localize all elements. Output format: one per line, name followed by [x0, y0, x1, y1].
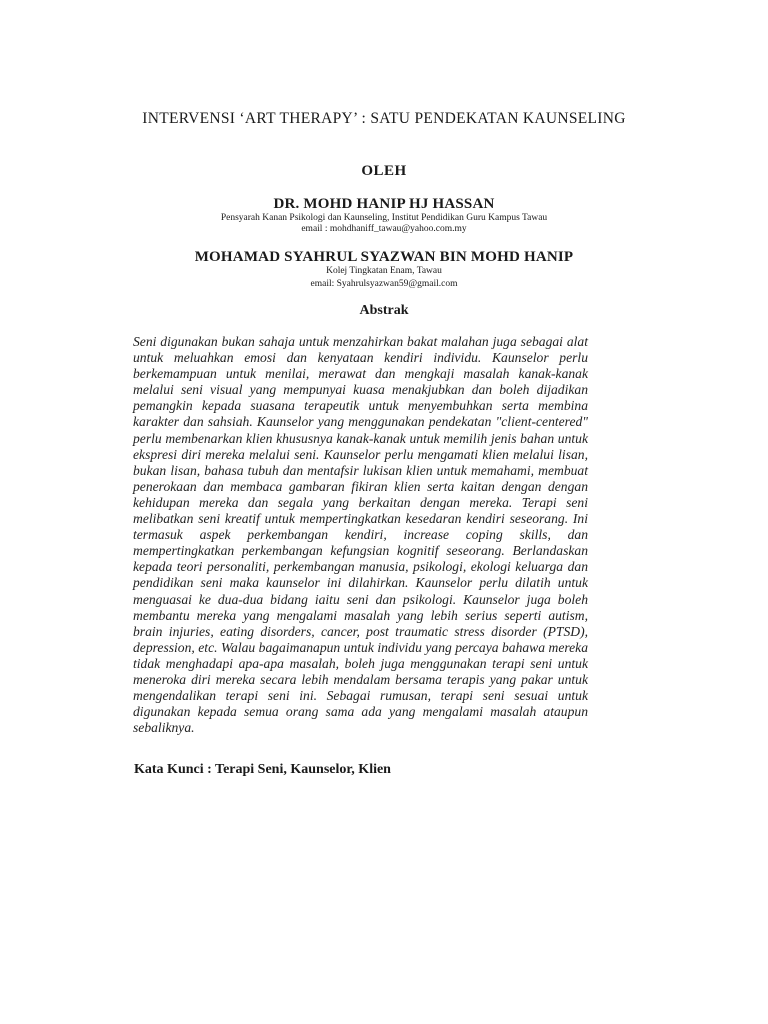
keywords-line: Kata Kunci : Terapi Seni, Kaunselor, Klien — [134, 762, 391, 777]
author-1-email: email : mohdhaniff_tawau@yahoo.com.my — [301, 224, 467, 234]
author-2-name: MOHAMAD SYAHRUL SYAZWAN BIN MOHD HANIP — [194, 249, 574, 265]
author-1-affiliation: Pensyarah Kanan Psikologi dan Kaunseling, Institut Pendidikan Guru Kampus Tawau — [220, 213, 548, 223]
abstract-body: Seni digunakan bukan sahaja untuk menzahirkan bakat malahan juga sebagai alat untuk meluahkan emosi dan kenyataan kendiri individu. Kaunselor perlu berkemampuan untuk menilai, merawat dan mengkaji masalah kanak-kanak melalui seni visual yang mempunyai kuasa menakjubkan dan boleh dijadikan pemangkin kepada suasana terapeutik untuk menyembuhkan serta membina karakter dan sahsiah. Kaunselor yang menggunakan pendekatan "client-centered" perlu membenarkan klien khususnya kanak-kanak untuk memilih jenis bahan untuk ekspresi diri mereka melalui seni. Kaunselor perlu mengamati klien melalui lisan, bukan lisan, bahasa tubuh dan mentafsir lukisan klien untuk memahami, membuat penerokaan dan membaca gambaran fikiran klien serta kaitan dengan dengan kehidupan mereka dan segala yang berkaitan dengan mereka. Terapi seni melibatkan seni kreatif untuk mempertingkatkan kesedaran kendiri seseorang. Ini termasuk aspek perkembangan kendiri, increase coping skills, dan mempertingkatkan perkembangan kefungsian kognitif seseorang. Berlandaskan kepada teori personaliti, perkembangan manusia, psikologi, ekologi keluarga dan pendidikan seni maka kaunselor ini dilahirkan. Kaunselor perlu dilatih untuk menguasai ke dua-dua bidang iaitu seni dan psikologi. Kaunselor juga boleh membantu mereka yang mengalami masalah yang lebih serius seperti autism, brain injuries, eating disorders, cancer, post traumatic stress disorder (PTSD), depression, etc. Walau bagaimanapun untuk individu yang percaya bahawa mereka tidak menghadapi apa-apa masalah, boleh juga menggunakan terapi seni untuk meneroka diri mereka secara lebih mendalam bersama terapis yang pakar untuk mengendalikan terapi seni ini. Sebagai rumusan, terapi seni sesuai untuk digunakan kepada semua orang sama ada yang mengalami masalah ataupun sebaliknya. — [133, 334, 588, 736]
author-2-email: email: Syahrulsyazwan59@gmail.com — [310, 279, 458, 289]
paper-title: INTERVENSI ‘ART THERAPY’ : SATU PENDEKATAN KAUNSELING — [142, 110, 626, 127]
by-label: OLEH — [361, 163, 407, 179]
author-1-name: DR. MOHD HANIP HJ HASSAN — [273, 196, 495, 212]
author-2-affiliation: Kolej Tingkatan Enam, Tawau — [326, 266, 442, 276]
abstract-heading: Abstrak — [359, 303, 409, 318]
